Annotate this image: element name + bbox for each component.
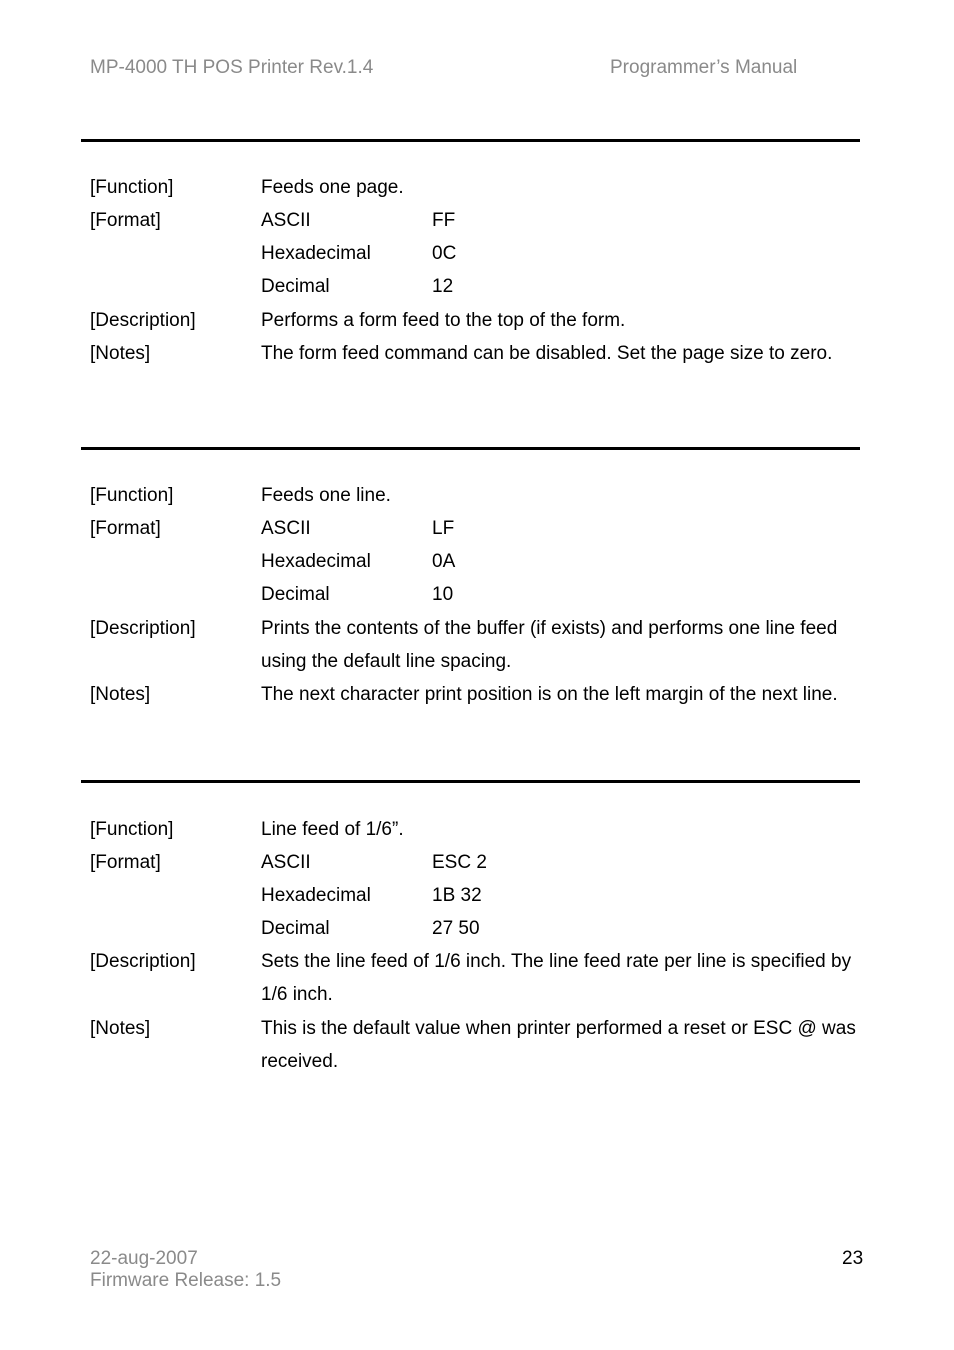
dec-label: Decimal (261, 276, 330, 297)
ascii-label: ASCII (261, 852, 311, 873)
function-value: Feeds one line. (261, 485, 391, 506)
hex-label: Hexadecimal (261, 885, 371, 906)
notes-value: The form feed command can be disabled. Set the page size to zero. (261, 343, 833, 364)
hex-label: Hexadecimal (261, 243, 371, 264)
format-label: [Format] (90, 210, 161, 231)
description-label: [Description] (90, 310, 196, 331)
notes-value: The next character print position is on the left margin of the next line. (261, 684, 838, 705)
function-value: Feeds one page. (261, 177, 404, 198)
description-label: [Description] (90, 951, 196, 972)
notes-label: [Notes] (90, 684, 151, 705)
footer-firmware: Firmware Release: 1.5 (90, 1270, 282, 1291)
ascii-label: ASCII (261, 210, 311, 231)
section-divider (81, 780, 860, 783)
dec-label: Decimal (261, 918, 330, 939)
function-label: [Function] (90, 177, 174, 198)
hex-value: 1B 32 (432, 885, 482, 906)
description-label: [Description] (90, 618, 196, 639)
ascii-label: ASCII (261, 518, 311, 539)
dec-label: Decimal (261, 584, 330, 605)
ascii-value: FF (432, 210, 456, 231)
hex-value: 0A (432, 551, 456, 572)
dec-value: 10 (432, 584, 454, 605)
notes-label: [Notes] (90, 343, 151, 364)
dec-value: 27 50 (432, 918, 480, 939)
format-label: [Format] (90, 852, 161, 873)
section-divider (81, 447, 860, 450)
ascii-value: LF (432, 518, 455, 539)
function-value: Line feed of 1/6”. (261, 819, 404, 840)
header-manual-title: Programmer’s Manual (610, 57, 798, 78)
header-document-title: MP-4000 TH POS Printer Rev.1.4 (90, 57, 374, 78)
description-value: Sets the line feed of 1/6 inch. The line feed rate per line is specified by 1/6 inch. (261, 951, 852, 1005)
page-number: 23 (842, 1248, 864, 1269)
ascii-value: ESC 2 (432, 852, 487, 873)
description-value: Performs a form feed to the top of the form. (261, 310, 626, 331)
hex-value: 0C (432, 243, 457, 264)
function-label: [Function] (90, 819, 174, 840)
footer-date: 22-aug-2007 (90, 1248, 198, 1269)
dec-value: 12 (432, 276, 454, 297)
notes-label: [Notes] (90, 1018, 151, 1039)
hex-label: Hexadecimal (261, 551, 371, 572)
format-label: [Format] (90, 518, 161, 539)
description-value: Prints the contents of the buffer (if exists) and performs one line feed using the default line spacing. (261, 618, 838, 672)
notes-value: This is the default value when printer performed a reset or ESC @ was received. (261, 1018, 856, 1072)
section-divider (81, 139, 860, 142)
function-label: [Function] (90, 485, 174, 506)
